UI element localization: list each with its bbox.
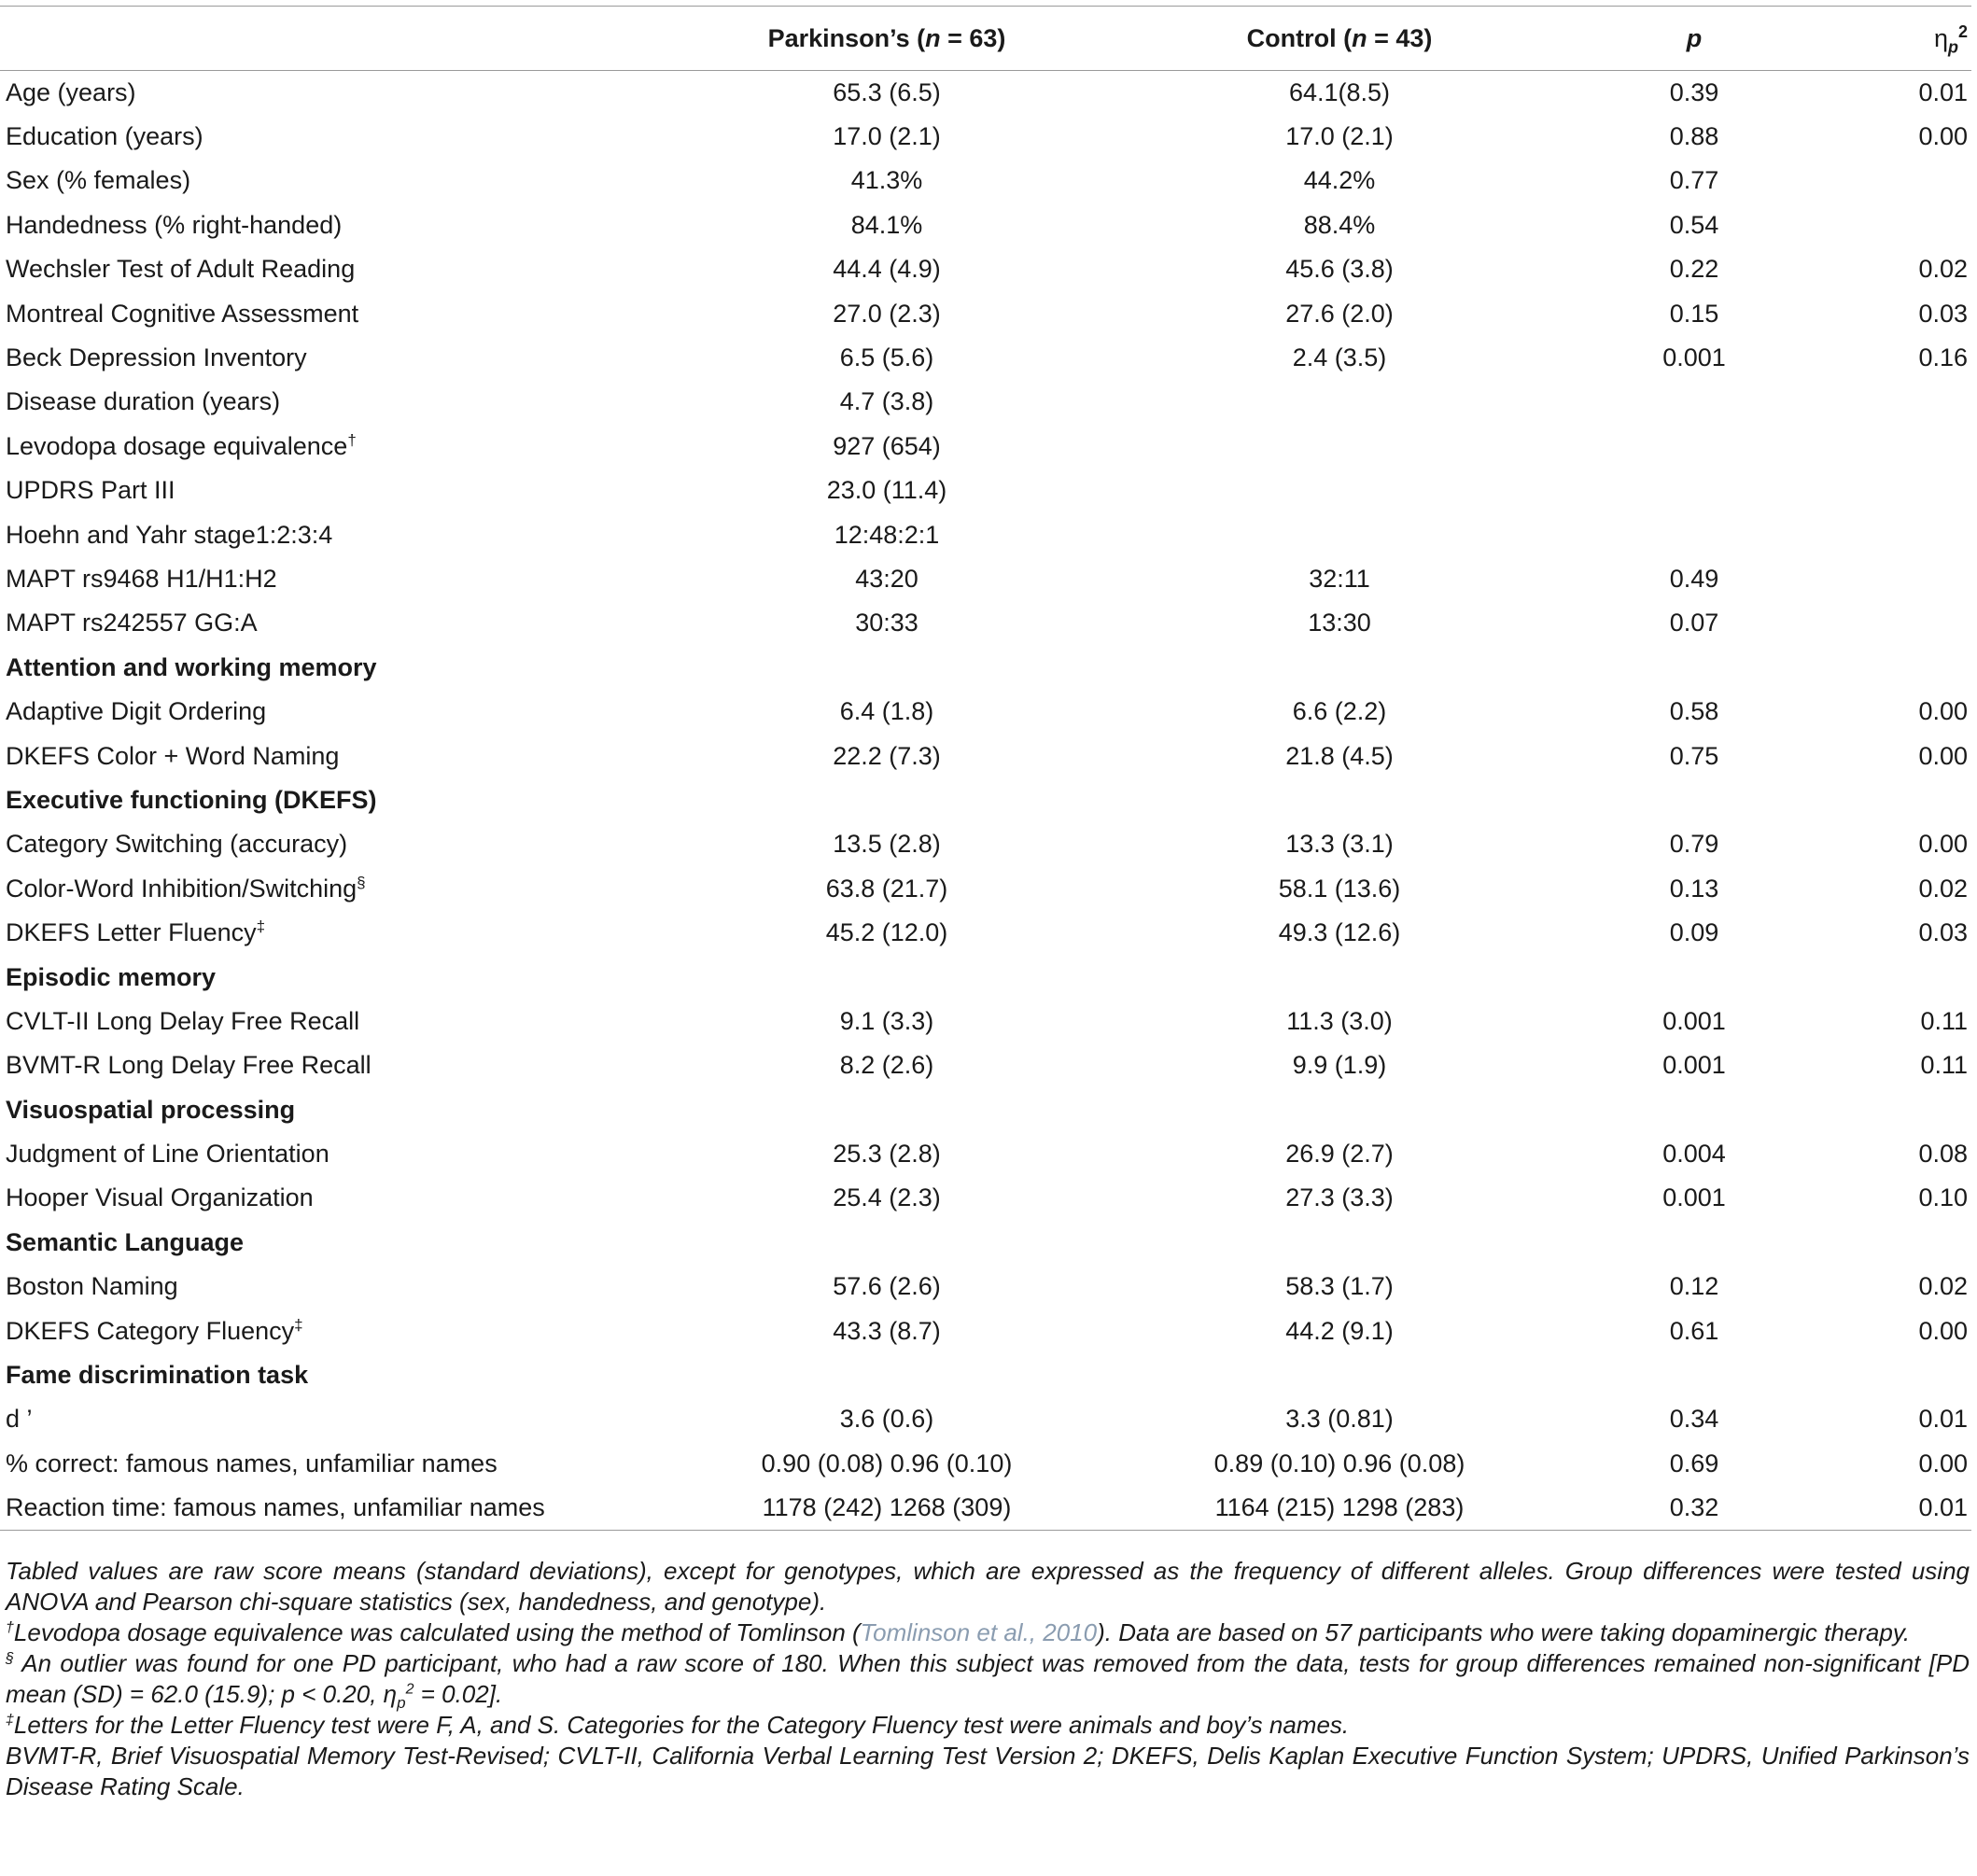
table-row [0,557,1971,601]
measure-cell [0,203,709,247]
eta-squared-cell: 0.03 [1918,918,1968,947]
eta-squared-cell [1774,203,1971,247]
header-control-n-value: = 43) [1367,23,1433,52]
table-row [0,380,1971,424]
eta-squared-cell [1774,380,1971,424]
measure-cell [0,291,709,335]
measure-label: Levodopa dosage equivalence [6,431,348,460]
footnote-mark: § [357,873,366,891]
control-value-cell: 27.6 (2.0) [1285,299,1394,328]
p-value-cell: 0.34 [1669,1405,1719,1434]
section-header-row [0,1087,1971,1131]
table-row [0,71,1971,115]
measure-label: Montreal Cognitive Assessment [6,299,359,328]
parkinsons-value-cell: 12:48:2:1 [834,520,940,549]
eta-squared-cell: 0.01 [1918,1405,1968,1434]
eta-squared-cell: 0.01 [1918,1492,1968,1521]
measure-cell [0,1309,709,1352]
parkinsons-value-cell: 9.1 (3.3) [839,1006,934,1035]
measure-label: Color-Word Inhibition/Switching [6,874,358,903]
parkinsons-value-cell: 84.1% [850,210,923,239]
p-value-cell: 0.58 [1669,697,1719,726]
p-value-cell: 0.79 [1669,830,1719,859]
section-header-row [0,1353,1971,1397]
header-parkinsons [709,7,1064,71]
footnote-dagger-mark: † [6,1619,14,1636]
measure-label: Boston Naming [6,1272,178,1301]
eta-squared-cell [1774,159,1971,203]
table-row [0,1397,1971,1441]
control-value-cell: 45.6 (3.8) [1285,255,1394,284]
measure-cell [0,867,709,911]
parkinsons-value-cell: 27.0 (2.3) [833,299,941,328]
measure-label: DKEFS Letter Fluency [6,918,257,947]
section-title: Semantic Language [6,1227,245,1256]
control-value-cell: 44.2% [1303,166,1376,195]
section-header-row [0,1221,1971,1265]
measure-label: Sex (% females) [6,166,191,195]
footnote-levodopa-text-b: ). Data are based on 57 participants who were taking dopaminergic therapy. [1097,1618,1911,1646]
p-value-cell: 0.54 [1669,210,1719,239]
control-value-cell: 58.1 (13.6) [1278,874,1401,903]
eta-squared-cell [1774,557,1971,601]
table-row [0,734,1971,777]
measure-cell [0,822,709,866]
table-body [0,71,1971,1531]
parkinsons-value-cell: 25.4 (2.3) [833,1183,941,1212]
table-header [0,7,1971,71]
measure-cell [0,425,709,469]
header-row [0,7,1971,71]
footnote-mark: ‡ [256,917,266,936]
measure-label: Hoehn and Yahr stage1:2:3:4 [6,520,333,549]
p-value-cell: 0.07 [1669,609,1719,637]
measure-cell [0,1486,709,1530]
section-title: Episodic memory [6,962,217,991]
table-row [0,203,1971,247]
p-value-cell: 0.69 [1669,1449,1719,1477]
eta-squared-cell: 0.01 [1918,77,1968,106]
table-row [0,1132,1971,1176]
eta-squared-cell [1774,512,1971,556]
p-value-cell: 0.001 [1662,1183,1726,1212]
parkinsons-value-cell: 23.0 (11.4) [826,476,947,505]
eta-squared-cell: 0.11 [1920,1051,1968,1080]
footnote-levodopa-text-a: Levodopa dosage equivalence was calculated using the method of Tomlinson ( [13,1618,861,1646]
eta-squared-cell: 0.16 [1918,343,1968,372]
control-value-cell: 2.4 (3.5) [1292,343,1387,372]
control-value-cell: 27.3 (3.3) [1285,1183,1394,1212]
footnote-mark: ‡ [294,1315,303,1334]
measure-cell [0,690,709,734]
p-value-cell: 0.12 [1669,1272,1719,1301]
parkinsons-value-cell: 65.3 (6.5) [833,77,941,106]
measure-cell [0,247,709,291]
section-title: Attention and working memory [6,652,377,681]
p-value-cell: 0.001 [1662,1006,1726,1035]
header-p-label: p [1686,23,1703,52]
control-value-cell: 9.9 (1.9) [1292,1051,1387,1080]
parkinsons-value-cell: 30:33 [855,609,918,637]
control-value-cell: 11.3 (3.0) [1286,1006,1393,1035]
measure-cell [0,469,709,512]
eta-squared-cell: 0.00 [1918,122,1968,151]
p-value-cell: 0.13 [1669,874,1719,903]
p-value-cell [1615,512,1774,556]
measure-label: Reaction time: famous names, unfamiliar names [6,1492,545,1521]
table-row [0,1176,1971,1220]
parkinsons-value-cell: 22.2 (7.3) [833,741,941,770]
header-parkinsons-n-var: n [925,23,941,52]
control-value-cell: 26.9 (2.7) [1285,1140,1394,1169]
measure-cell [0,1000,709,1043]
parkinsons-value-cell: 25.3 (2.8) [833,1140,941,1169]
parkinsons-value-cell: 41.3% [850,166,923,195]
table-row [0,159,1971,203]
section-title: Fame discrimination task [6,1361,309,1390]
header-measure [0,7,709,71]
eta-squared-cell: 0.00 [1918,830,1968,859]
footnote-fluency [6,1710,1970,1741]
measure-cell [0,380,709,424]
table-row [0,867,1971,911]
table-row [0,336,1971,380]
header-eta-sup: 2 [1957,21,1968,41]
parkinsons-value-cell: 8.2 (2.6) [839,1051,934,1080]
section-title: Executive functioning (DKEFS) [6,785,377,814]
measure-label: BVMT-R Long Delay Free Recall [6,1051,372,1080]
header-control-n-var: n [1352,23,1367,52]
parkinsons-value-cell: 1178 (242) 1268 (309) [762,1492,1012,1521]
parkinsons-value-cell: 0.90 (0.08) 0.96 (0.10) [761,1449,1013,1477]
control-value-cell: 6.6 (2.2) [1292,697,1387,726]
table-row [0,690,1971,734]
measure-cell [0,512,709,556]
control-value-cell: 1164 (215) 1298 (283) [1214,1492,1465,1521]
control-value-cell [1064,469,1615,512]
footnote-fluency-text: Letters for the Letter Fluency test were F, A, and S. Categories for the Category Fluency test were animals and boy’s names. [13,1711,1350,1739]
footnote-general-text: Tabled values are raw score means (standard deviations), except for genotypes, which are expressed as the frequency of different alleles. Group differences were tested using ANOVA and Pearson chi-square statistics (sex, handedness, and genotype). [6,1557,1970,1616]
table-row [0,425,1971,469]
control-value-cell: 0.89 (0.10) 0.96 (0.08) [1213,1449,1465,1477]
table-row [0,1486,1971,1530]
header-eta-base: η [1933,23,1948,52]
control-value-cell: 58.3 (1.7) [1285,1272,1394,1301]
table-row [0,911,1971,955]
control-value-cell: 21.8 (4.5) [1285,741,1394,770]
footnote-mark: † [347,430,357,449]
measure-cell [0,911,709,955]
p-value-cell: 0.32 [1669,1492,1719,1521]
p-value-cell: 0.77 [1669,166,1719,195]
measure-cell [0,1397,709,1441]
control-value-cell [1064,380,1615,424]
measure-cell [0,734,709,777]
measure-label: MAPT rs9468 H1/H1:H2 [6,564,277,593]
measure-cell [0,1176,709,1220]
eta-squared-cell: 0.10 [1918,1183,1968,1212]
control-value-cell: 32:11 [1309,564,1370,593]
measure-cell [0,1132,709,1176]
p-value-cell: 0.49 [1669,564,1719,593]
section-header-row [0,646,1971,690]
measure-label: % correct: famous names, unfamiliar names [6,1449,498,1477]
measure-label: Hooper Visual Organization [6,1183,314,1212]
p-value-cell: 0.09 [1669,918,1719,947]
measure-label: Beck Depression Inventory [6,343,307,372]
eta-squared-cell: 0.00 [1918,741,1968,770]
p-value-cell: 0.75 [1669,741,1719,770]
p-value-cell [1615,469,1774,512]
measure-label: Education (years) [6,122,203,151]
measure-label: Judgment of Line Orientation [6,1140,330,1169]
eta-squared-cell: 0.02 [1918,255,1968,284]
table-row [0,1000,1971,1043]
parkinsons-value-cell: 6.4 (1.8) [839,697,934,726]
eta-squared-cell [1774,469,1971,512]
eta-squared-cell: 0.00 [1918,697,1968,726]
header-eta-squared [1774,7,1971,71]
control-value-cell: 3.3 (0.81) [1285,1405,1394,1434]
measure-label: UPDRS Part III [6,476,175,505]
measure-cell [0,1043,709,1087]
measure-label: Wechsler Test of Adult Reading [6,255,356,284]
measure-label: Disease duration (years) [6,387,281,416]
parkinsons-value-cell: 45.2 (12.0) [825,918,948,947]
footnote-abbreviations-text: BVMT-R, Brief Visuospatial Memory Test-Revised; CVLT-II, California Verbal Learning Test Version 2; DKEFS, Delis Kaplan Executive Function System; UPDRS, Unified Parkinson’s Disease Rating Scale. [6,1742,1970,1800]
header-control-label: Control ( [1246,23,1353,52]
eta-squared-cell [1774,601,1971,645]
measure-label: MAPT rs242557 GG:A [6,609,258,637]
table-row [0,822,1971,866]
measure-label: DKEFS Color + Word Naming [6,741,340,770]
measure-cell [0,336,709,380]
header-parkinsons-n-value: = 63) [940,23,1006,52]
measure-label: Adaptive Digit Ordering [6,697,267,726]
p-value-cell: 0.15 [1669,299,1719,328]
p-value-cell: 0.39 [1669,77,1719,106]
parkinsons-value-cell: 17.0 (2.1) [833,122,941,151]
measure-label: DKEFS Category Fluency [6,1316,295,1345]
footnote-double-dagger-mark: ‡ [6,1712,14,1729]
parkinsons-value-cell: 63.8 (21.7) [825,874,948,903]
p-value-cell [1615,425,1774,469]
parkinsons-value-cell: 6.5 (5.6) [839,343,934,372]
p-value-cell: 0.001 [1662,343,1726,372]
measure-label: Handedness (% right-handed) [6,210,343,239]
header-parkinsons-label: Parkinson’s ( [767,23,926,52]
section-header-row [0,778,1971,822]
p-value-cell: 0.004 [1662,1140,1726,1169]
tomlinson-reference-link[interactable]: Tomlinson et al., 2010 [860,1618,1098,1646]
footnote-eta-sup: 2 [405,1681,414,1698]
footnote-levodopa [6,1617,1970,1648]
parkinsons-value-cell: 57.6 (2.6) [833,1272,941,1301]
eta-squared-cell: 0.00 [1918,1316,1968,1345]
eta-squared-cell [1774,425,1971,469]
p-value-cell: 0.22 [1669,255,1719,284]
parkinsons-value-cell: 3.6 (0.6) [839,1405,934,1434]
p-value-cell: 0.001 [1662,1051,1726,1080]
table-footnotes [6,1556,1970,1802]
eta-squared-cell: 0.00 [1918,1449,1968,1477]
table-row [0,1442,1971,1486]
control-value-cell: 44.2 (9.1) [1285,1316,1394,1345]
p-value-cell: 0.88 [1669,122,1719,151]
table-row [0,1043,1971,1087]
parkinsons-value-cell: 927 (654) [833,431,941,460]
table-row [0,601,1971,645]
footnote-outlier [6,1648,1970,1713]
measure-label: Category Switching (accuracy) [6,830,348,859]
table-row [0,469,1971,512]
p-value-cell: 0.61 [1669,1316,1719,1345]
table-row [0,1309,1971,1352]
parkinsons-value-cell: 43.3 (8.7) [833,1316,941,1345]
table-row [0,247,1971,291]
footnote-section-mark: § [6,1650,14,1667]
control-value-cell [1064,425,1615,469]
parkinsons-value-cell: 43:20 [855,564,918,593]
header-control [1064,7,1615,71]
control-value-cell: 49.3 (12.6) [1278,918,1401,947]
footnote-eta-sub: p [397,1694,406,1713]
table-row [0,1265,1971,1309]
section-title: Visuospatial processing [6,1095,296,1124]
measure-label: d ’ [6,1405,33,1434]
measure-label: CVLT-II Long Delay Free Recall [6,1006,360,1035]
footnote-outlier-text-a: An outlier was found for one PD participant, who had a raw score of 180. When this subject was removed from the data, tests for group differences remained non-significant [PD mean (SD) = 62.0 (15.9); p < 0.20, η [6,1649,1970,1708]
participant-characteristics-table [0,6,1971,1531]
parkinsons-value-cell: 13.5 (2.8) [833,830,941,859]
measure-cell [0,557,709,601]
header-eta-sub: p [1947,36,1958,56]
measure-cell [0,1265,709,1309]
p-value-cell [1615,380,1774,424]
measure-cell [0,1442,709,1486]
eta-squared-cell: 0.03 [1918,299,1968,328]
measure-cell [0,71,709,115]
eta-squared-cell: 0.02 [1918,1272,1968,1301]
footnote-general [6,1556,1970,1617]
eta-squared-cell: 0.08 [1918,1140,1968,1169]
measure-cell [0,601,709,645]
measure-cell [0,115,709,159]
control-value-cell: 64.1(8.5) [1288,77,1391,106]
header-p-value [1615,7,1774,71]
table-row [0,115,1971,159]
section-header-row [0,955,1971,999]
control-value-cell: 17.0 (2.1) [1285,122,1394,151]
measure-cell [0,159,709,203]
parkinsons-value-cell: 44.4 (4.9) [833,255,941,284]
control-value-cell [1064,512,1615,556]
eta-squared-cell: 0.02 [1918,874,1968,903]
table-row [0,291,1971,335]
footnote-outlier-text-b: = 0.02]. [414,1680,503,1708]
eta-squared-cell: 0.11 [1920,1006,1968,1035]
footnote-abbreviations [6,1741,1970,1802]
control-value-cell: 13.3 (3.1) [1285,830,1394,859]
control-value-cell: 13:30 [1308,609,1371,637]
table-row [0,512,1971,556]
measure-label: Age (years) [6,77,136,106]
parkinsons-value-cell: 4.7 (3.8) [839,387,934,416]
control-value-cell: 88.4% [1303,210,1376,239]
